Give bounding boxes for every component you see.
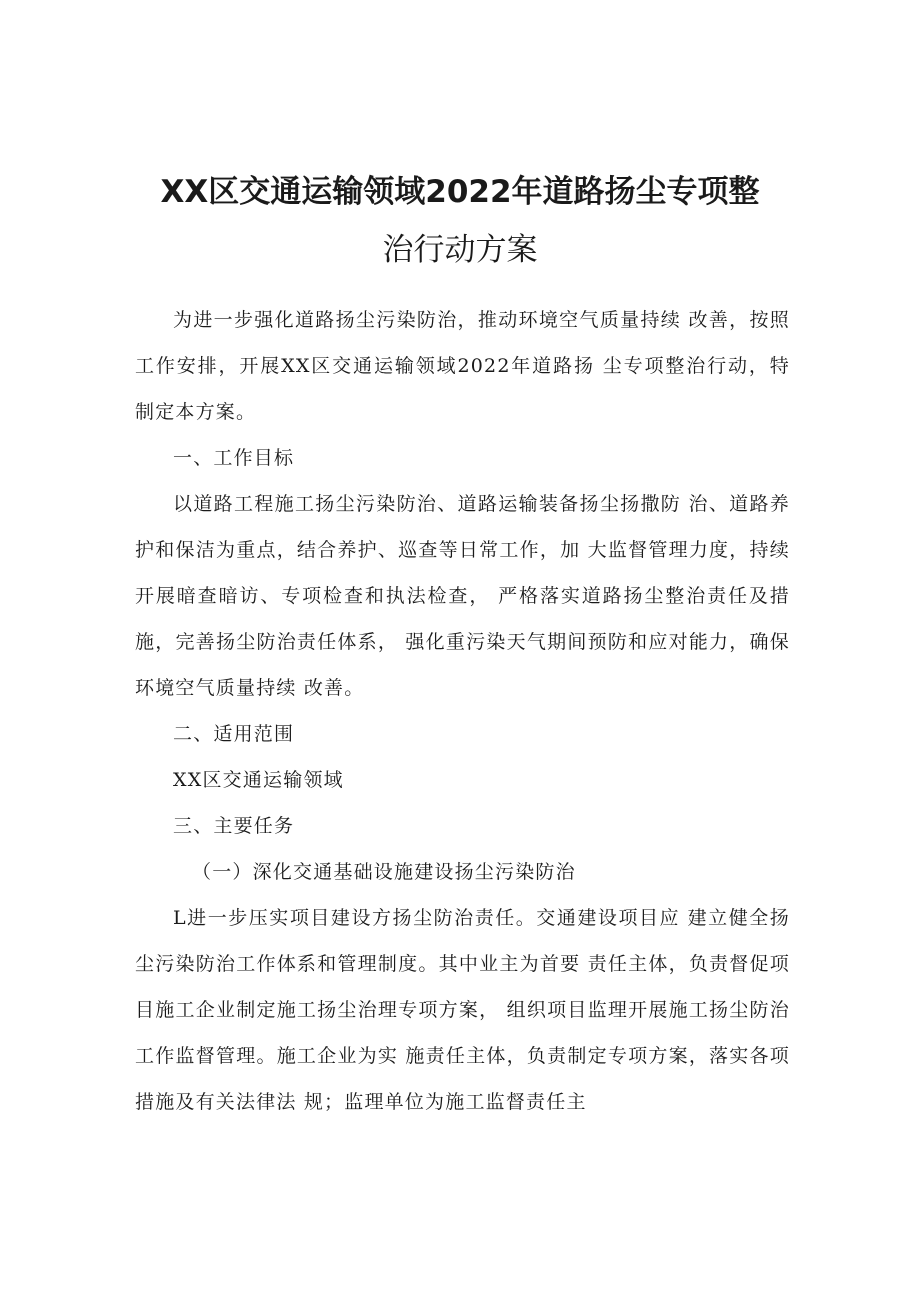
section-3-paragraph-1: L进一步压实项目建设方扬尘防治责任。交通建设项目应 建立健全扬尘污染防治工作体系和管理制度。其中业主为首要 责任主体，负责督促项目施工企业制定施工扬尘治理专项方案， 组织项目监理开展施工扬尘防治工作监督管理。施工企业为实 施责任主体，负责制定专项方案，落实各项措施及有关法律法 规；监理单位为施工监督责任主	[135, 907, 790, 1113]
section-2-heading: 二、适用范围	[173, 723, 295, 745]
section-2-paragraph: XX区交通运输领域	[173, 769, 344, 791]
intro-paragraph: 为进一步强化道路扬尘污染防治，推动环境空气质量持续 改善，按照工作安排，开展XX区交通运输领域2022年道路扬 尘专项整治行动，特制定本方案。	[135, 309, 790, 423]
document-title-line-2: 治行动方案	[382, 232, 538, 268]
section-3-heading: 三、主要任务	[173, 815, 295, 837]
document-body	[135, 297, 790, 1125]
section-1-heading: 一、工作目标	[173, 447, 295, 469]
document-title-line-1: XX区交通运输领域2022年道路扬尘专项整	[160, 174, 760, 210]
section-3-subheading-1: （一）深化交通基础设施建设扬尘污染防治	[192, 861, 576, 883]
section-1-paragraph: 以道路工程施工扬尘污染防治、道路运输装备扬尘扬撒防 治、道路养护和保洁为重点，结合养护、巡查等日常工作，加 大监督管理力度，持续开展暗查暗访、专项检查和执法检查， 严格落实道路扬尘整治责任及措施，完善扬尘防治责任体系， 强化重污染天气期间预防和应对能力，确保环境空气质量持续 改善。	[135, 493, 790, 699]
